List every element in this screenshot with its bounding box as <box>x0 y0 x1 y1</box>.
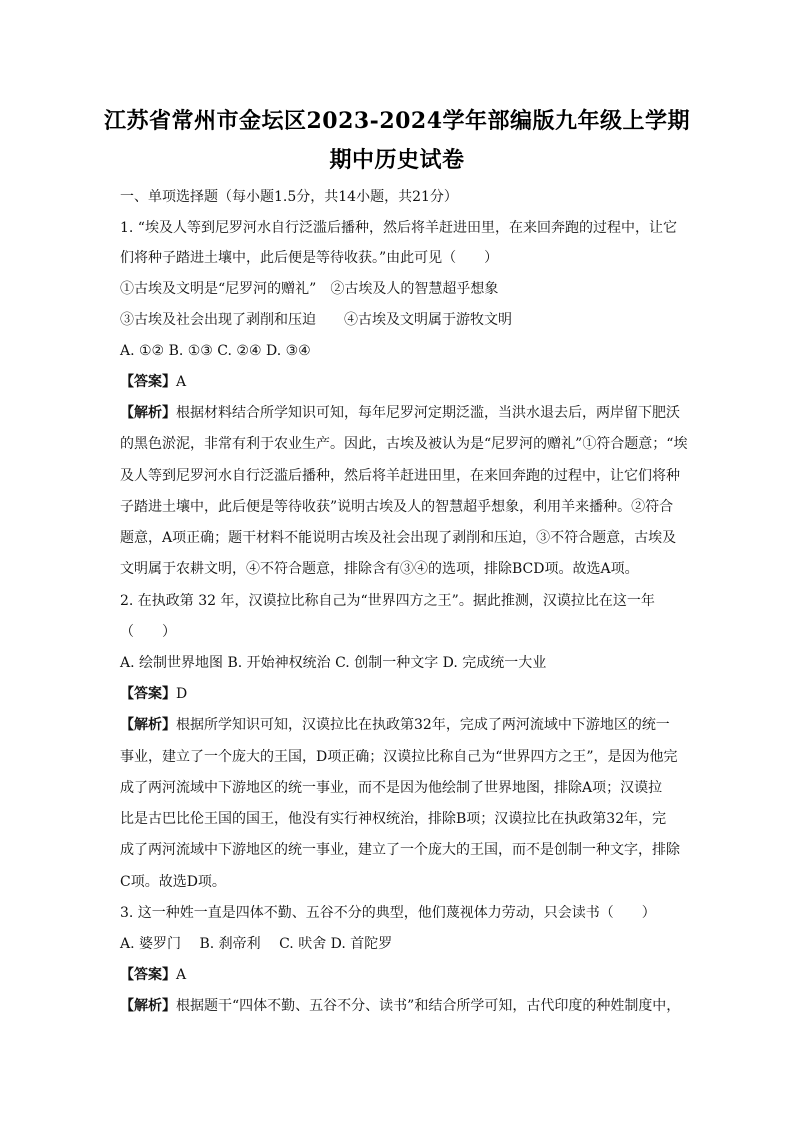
analysis-tag: 【解析】 <box>120 405 176 421</box>
q1-options-line2: ③古埃及社会出现了剥削和压迫 ④古埃及文明属于游牧文明 <box>120 312 512 328</box>
q1-answer <box>120 372 680 392</box>
q1-analysis-line3: 及人等到尼罗河水自行泛滥后播种，然后将羊赶进田里，在来回奔跑的过程中，让它们将种 <box>120 468 680 484</box>
analysis-tag: 【解析】 <box>120 717 176 733</box>
answer-value: D <box>176 686 188 702</box>
answer-value: A <box>176 967 187 983</box>
analysis-tag: 【解析】 <box>120 998 176 1014</box>
q1-options-line1: ①古埃及文明是“尼罗河的赠礼” ②古埃及人的智慧超乎想象 <box>120 281 499 297</box>
q1-choices: A. ①② B. ①③ C. ②④ D. ③④ <box>120 343 311 359</box>
q2-analysis-line5: 成了两河流域中下游地区的统一事业，建立了一个庞大的王国，而不是创制一种文字，排除 <box>120 842 680 858</box>
q1-analysis-line6: 文明属于农耕文明，④不符合题意，排除含有③④的选项，排除BCD项。故选A项。 <box>120 561 639 577</box>
answer-tag: 【答案】 <box>120 967 176 983</box>
q1-stem-line2: 们将种子踏进土壤中，此后便是等待收获。”由此可见（ ） <box>120 250 499 266</box>
q1-analysis-line1 <box>120 403 680 423</box>
q2-analysis-line4: 比是古巴比伦王国的国王，他没有实行神权统治，排除B项；汉谟拉比在执政第32年，完 <box>120 811 667 827</box>
q1-analysis-line5: 题意，A项正确；题干材料不能说明古埃及社会出现了剥削和压迫，③不符合题意，古埃及 <box>120 530 677 546</box>
analysis-text: 根据题干“四体不勤、五谷不分、读书”和结合所学可知，古代印度的种姓制度中， <box>176 998 681 1014</box>
q1-analysis-line4: 子踏进土壤中，此后便是等待收获”说明古埃及人的智慧超乎想象，利用羊来播种。②符合 <box>120 499 674 515</box>
exam-title-line2: 期中历史试卷 <box>329 147 465 173</box>
q2-analysis-line6: C项。故选D项。 <box>120 874 226 890</box>
answer-tag: 【答案】 <box>120 686 176 702</box>
q2-choices: A. 绘制世界地图 B. 开始神权统治 C. 创制一种文字 D. 完成统一大业 <box>120 655 547 671</box>
q2-stem-line2: （ ） <box>120 624 176 640</box>
analysis-text: 根据所学知识可知，汉谟拉比在执政第32年，完成了两河流域中下游地区的统一 <box>176 717 670 733</box>
exam-title-line1: 江苏省常州市金坛区2023-2024学年部编版九年级上学期 <box>103 108 691 134</box>
q2-analysis-line3: 成了两河流域中下游地区的统一事业，而不是因为他绘制了世界地图，排除A项；汉谟拉 <box>120 780 663 796</box>
analysis-text: 根据材料结合所学知识可知，每年尼罗河定期泛滥，当洪水退去后，两岸留下肥沃 <box>176 405 680 421</box>
q1-analysis-line2: 的黑色淤泥，非常有利于农业生产。因此，古埃及被认为是“尼罗河的赠礼”①符合题意；“埃 <box>120 436 688 452</box>
answer-value: A <box>176 374 187 390</box>
q2-analysis-line1 <box>120 715 680 735</box>
q2-analysis-line2: 事业，建立了一个庞大的王国，D项正确；汉谟拉比称自己为“世界四方之王”，是因为他完 <box>120 749 678 765</box>
q2-stem-line1: 2. 在执政第 32 年，汉谟拉比称自己为“世界四方之王”。据此推测，汉谟拉比在这一年 <box>120 593 655 609</box>
q3-stem-line1: 3. 这一种姓一直是四体不勤、五谷不分的典型，他们蔑视体力劳动，只会读书（ ） <box>120 905 656 921</box>
answer-tag: 【答案】 <box>120 374 176 390</box>
q2-answer <box>120 684 680 704</box>
q3-answer <box>120 965 680 985</box>
q3-choices: A. 婆罗门 B. 刹帝利 C. 吠舍 D. 首陀罗 <box>120 936 393 952</box>
q1-stem-line1: 1. “埃及人等到尼罗河水自行泛滥后播种，然后将羊赶进田里，在来回奔跑的过程中，让它 <box>120 220 677 236</box>
section-header: 一、单项选择题（每小题1.5分，共14小题，共21分） <box>120 189 458 205</box>
q3-analysis-line1 <box>120 996 680 1016</box>
